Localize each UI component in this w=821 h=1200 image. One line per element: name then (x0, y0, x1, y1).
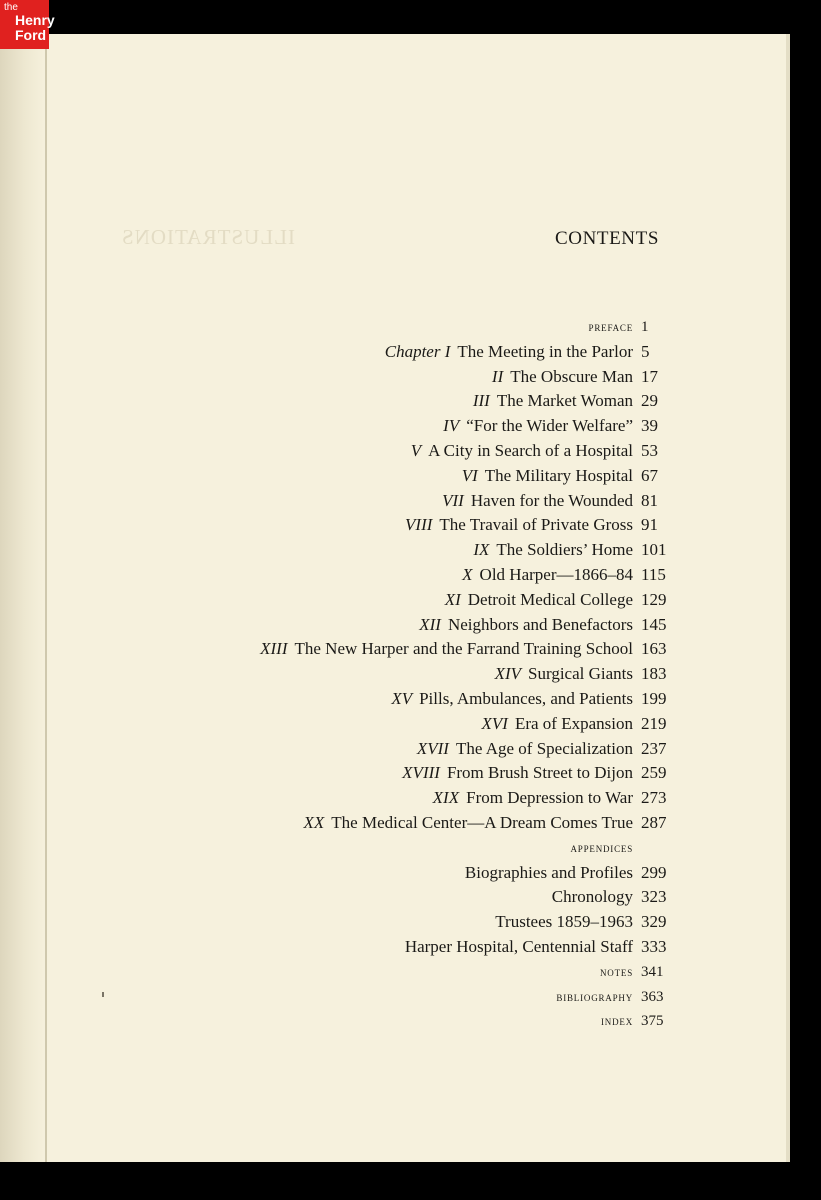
page-number: 17 (641, 366, 658, 386)
page-number: 29 (641, 391, 658, 411)
chapter-number: IV (443, 416, 460, 436)
entry-title: The Soldiers’ Home (496, 540, 633, 560)
chapter-number: XI (444, 589, 461, 609)
entry-title: The Market Woman (496, 391, 633, 411)
chapter-number: XVI (481, 713, 508, 733)
page-speck (102, 992, 104, 997)
chapter-number: XIX (432, 788, 460, 808)
toc-entry (150, 861, 665, 886)
henry-ford-logo (0, 0, 55, 49)
toc-entry (150, 489, 665, 514)
page-number: 163 (641, 639, 667, 659)
toc-entry (150, 613, 665, 638)
page-number: 39 (641, 416, 658, 436)
page-number: 237 (641, 738, 667, 758)
page-number: 219 (641, 713, 667, 733)
entry-title: Old Harper—1866–84 (479, 564, 633, 584)
chapter-number: VII (442, 490, 464, 510)
toc-entry (150, 563, 665, 588)
chapter-number: III (472, 391, 490, 411)
chapter-number: XX (303, 812, 325, 832)
toc-entry (150, 414, 665, 439)
entry-title: appendices (570, 839, 633, 855)
chapter-number: XV (391, 688, 413, 708)
entry-title: Harper Hospital, Centennial Staff (404, 936, 633, 956)
entry-title: From Brush Street to Dijon (446, 763, 633, 783)
toc-list (150, 315, 665, 1034)
page-number: 67 (641, 465, 658, 485)
entry-title: Era of Expansion (514, 713, 633, 733)
entry-title: bibliography (556, 988, 633, 1004)
entry-title: preface (588, 319, 633, 334)
entry-title: The Travail of Private Gross (439, 515, 633, 535)
page-number: 129 (641, 589, 667, 609)
page-gutter-line (45, 34, 47, 1162)
toc-entry (150, 315, 665, 340)
chapter-number: X (462, 564, 473, 584)
entry-title: Surgical Giants (528, 664, 633, 684)
page-number: 259 (641, 763, 667, 783)
toc-entry (150, 1009, 665, 1034)
toc-entry (150, 588, 665, 613)
chapter-number: XIII (260, 639, 288, 659)
page-number: 199 (641, 688, 667, 708)
chapter-number: VI (461, 465, 478, 485)
toc-entry (150, 960, 665, 985)
logo-the: the (4, 2, 18, 13)
entry-title: Haven for the Wounded (470, 490, 633, 510)
page-number: 341 (641, 963, 664, 980)
entry-title: The New Harper and the Farrand Training School (294, 639, 633, 659)
entry-title: A City in Search of a Hospital (428, 440, 633, 460)
entry-title: Chronology (551, 887, 633, 907)
toc-entry (150, 885, 665, 910)
entry-title: index (601, 1013, 633, 1029)
page-number: 81 (641, 490, 658, 510)
page-stack-edge (786, 34, 790, 1162)
toc-entry (150, 538, 665, 563)
page-number: 323 (641, 887, 667, 907)
entry-title: From Depression to War (466, 788, 633, 808)
toc-entry (150, 687, 665, 712)
chapter-number: XIV (494, 664, 522, 684)
entry-title: Trustees 1859–1963 (495, 912, 633, 932)
page-number: 5 (641, 341, 650, 361)
page-number: 273 (641, 788, 667, 808)
logo-henry: Henry (15, 12, 55, 28)
toc-entry (150, 365, 665, 390)
entry-title: The Medical Center—A Dream Comes True (331, 812, 633, 832)
entry-title: Pills, Ambulances, and Patients (419, 688, 633, 708)
entry-title: Biographies and Profiles (464, 862, 633, 882)
entry-title: The Meeting in the Parlor (457, 341, 633, 361)
toc-entry (150, 910, 665, 935)
chapter-number: XVII (416, 738, 449, 758)
page-number: 53 (641, 440, 658, 460)
toc-entry (150, 340, 665, 365)
chapter-number: IX (473, 540, 490, 560)
toc-entry (150, 712, 665, 737)
toc-entry (150, 737, 665, 762)
chapter-number: II (491, 366, 504, 386)
page-title: CONTENTS (554, 228, 659, 249)
toc-entry (150, 761, 665, 786)
chapter-number: Chapter I (384, 341, 451, 361)
table-of-contents (150, 219, 667, 1030)
toc-entry (150, 389, 665, 414)
page-number: 299 (641, 862, 667, 882)
toc-entry (150, 637, 665, 662)
entry-title: The Obscure Man (510, 366, 633, 386)
page-number: 183 (641, 664, 667, 684)
toc-entry (150, 935, 665, 960)
page-number: 101 (641, 540, 667, 560)
chapter-number: V (410, 440, 422, 460)
entry-title: “For the Wider Welfare” (466, 416, 633, 436)
entry-title: Detroit Medical College (467, 589, 633, 609)
chapter-number: XVIII (402, 763, 440, 783)
toc-entry (150, 464, 665, 489)
toc-entry (150, 786, 665, 811)
page-number: 333 (641, 936, 667, 956)
page-number: 115 (641, 564, 666, 584)
chapter-number: XII (419, 614, 441, 634)
page-number: 91 (641, 515, 658, 535)
page-number: 329 (641, 912, 667, 932)
toc-entry (150, 985, 665, 1010)
page-number: 1 (641, 319, 649, 335)
toc-entry (150, 811, 665, 836)
chapter-number: VIII (405, 515, 433, 535)
entry-title: Neighbors and Benefactors (447, 614, 633, 634)
bleed-through-text: ILLUSTRATIONS (121, 225, 295, 249)
entry-title: The Age of Specialization (455, 738, 633, 758)
logo-ford: Ford (15, 27, 47, 43)
toc-entry (150, 836, 665, 861)
page-number: 145 (641, 614, 667, 634)
toc-entry (150, 439, 665, 464)
entry-title: The Military Hospital (484, 465, 633, 485)
page-edge-shadow (0, 34, 46, 1162)
page-number: 363 (641, 988, 664, 1005)
toc-entry (150, 513, 665, 538)
page-number: 375 (641, 1013, 664, 1030)
entry-title: notes (600, 963, 633, 979)
page-number: 287 (641, 812, 667, 832)
toc-entry (150, 662, 665, 687)
